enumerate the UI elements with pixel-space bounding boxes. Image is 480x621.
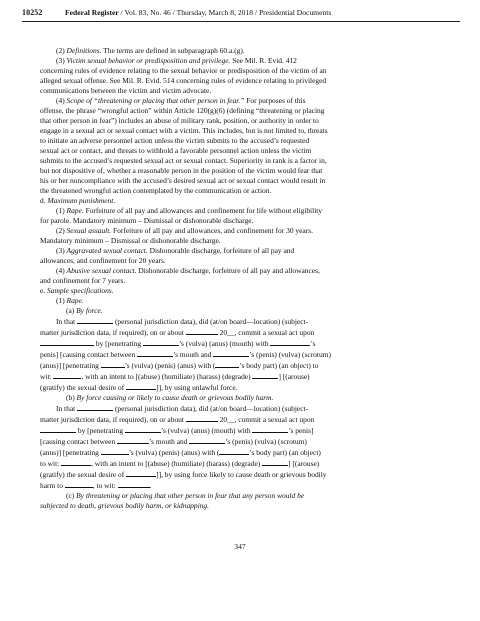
fill-in-blank [143, 338, 179, 346]
document-line: but not dispositive of, whether a reasonable person in the position of the victim would fear that [40, 166, 323, 175]
document-line: by [penetrating ’s (vulva) (anus) (mouth) with ’s penis] [40, 425, 444, 436]
document-line: matter jurisdiction data, if required), on or about 20__, commit a sexual act upon [40, 328, 315, 337]
document-line: (anus)] [penetrating ’s (vulva) (penis) (anus) with ( ’s body part) (an object) [40, 448, 321, 457]
document-line: that other person in fear”) includes an abuse of military rank, position, or authority in order to [40, 116, 319, 125]
document-line: (4) Scope of “threatening or placing that other person in fear.” For purposes of this [56, 96, 306, 105]
document-line: (4) Abusive sexual contact. Dishonorable discharge, forfeiture of all pay and allowances, [56, 266, 320, 275]
document-line: sexual act or contact, and threats to withhold a favorable personnel action unless the victim [40, 146, 312, 155]
document-line: matter jurisdiction data, if required), on or about 20__, commit a sexual act upon [40, 415, 315, 424]
fill-in-blank [252, 371, 278, 379]
document-line: concerning rules of evidence relating to the sexual behavior or predisposition of the victim of an [40, 66, 327, 75]
document-line: wit: , with an intent to [(abuse) (humiliate) (harass) (degrade) ] [(arouse) [40, 372, 310, 381]
document-line: (gratify) the sexual desire of ]], by using force likely to cause death or grievous bodily [40, 470, 327, 479]
fill-in-blank [101, 447, 129, 455]
header-rule [22, 21, 460, 22]
fill-in-blank [53, 371, 81, 379]
document-line: to wit: , with an intent to [(abuse) (humiliate) (harass) (degrade) ] [(arouse) [40, 459, 320, 468]
fill-in-blank [77, 403, 113, 411]
document-line: to initiate an adverse personnel action unless the victim submits to the accused’s requested [40, 136, 310, 145]
document-line: his or her noncompliance with the accused’s desired sexual act or sexual contact would result in [40, 176, 326, 185]
header-issue: / Vol. 83, No. 46 / Thursday, March 8, 2018 / Presidential Documents [118, 8, 332, 17]
fill-in-blank [213, 349, 249, 357]
document-line: (3) Aggravated sexual contact. Dishonorable discharge, forfeiture of all pay and [56, 246, 295, 255]
fill-in-blank [126, 382, 156, 390]
document-line: (anus)] [penetrating ’s (vulva) (penis) (anus) with ( ’s body part) (an object) to [40, 361, 319, 370]
document-line: Mandatory minimum – Dismissal or dishonorable discharge. [40, 236, 221, 245]
document-line: In that (personal jurisdiction data), did (at/on board—location) (subject- [56, 317, 309, 326]
document-line: harm to , to wit: . [40, 481, 152, 490]
document-line: alleged sexual offense. See Mil. R. Evid. 514 concerning rules of evidence relating to privileged [40, 76, 327, 85]
document-line: (2) Definitions. The terms are defined in subparagraph 60.a.(g). [56, 46, 245, 55]
fill-in-blank [40, 338, 94, 346]
header-page-number: 10252 [22, 8, 43, 17]
document-line: (1) Rape. Forfeiture of all pay and allowances and confinement for life without eligibility [56, 206, 323, 215]
fill-in-blank [125, 425, 161, 433]
header-publication: Federal Register [65, 8, 119, 17]
document-line: allowances, and confinement for 20 years. [40, 256, 166, 265]
document-line: communications between the victim and victim advocate. [40, 86, 212, 95]
document-line: offense, the phrase “wrongful action” within Article 120(g)(6) (defining “threatening or placing [40, 106, 325, 115]
document-line: d. Maximum punishment. [40, 196, 116, 205]
document-line: the threatened wrongful action contemplated by the communication or action. [40, 186, 272, 195]
fill-in-blank [118, 480, 150, 488]
document-line: In that (personal jurisdiction data), did (at/on board—location) (subject- [56, 404, 309, 413]
fill-in-blank [189, 436, 225, 444]
document-line: submits to the accused’s requested sexual act or sexual contact. Superiority in rank is a factor in, [40, 156, 327, 165]
document-line: for parole. Mandatory minimum – Dismissal or dishonorable discharge. [40, 216, 254, 225]
document-line: (2) Sexual assault. Forfeiture of all pay and allowances, and confinement for 30 years. [56, 226, 313, 235]
document-line: (gratify) the sexual desire of ]], by using unlawful force. [40, 383, 238, 392]
fill-in-blank [137, 349, 173, 357]
document-line: and confinement for 7 years. [40, 276, 126, 285]
page-footer-number: 347 [234, 542, 246, 551]
document-line: penis] [causing contact between ’s mouth and ’s (penis) (vulva) (scrotum) [40, 350, 331, 359]
page-header [22, 8, 460, 22]
document-line: (b) By force causing or likely to cause death or grievous bodily harm. [66, 393, 274, 402]
document-body [40, 46, 444, 511]
document-line: engage in a sexual act or sexual contact with a victim. This includes, but is not limited to, threats [40, 126, 328, 135]
document-line: (c) By threatening or placing that other person in fear that any person would be [66, 491, 305, 500]
fill-in-blank [186, 414, 218, 422]
header-running-title [65, 8, 331, 17]
fill-in-blank [65, 480, 93, 488]
fill-in-blank [117, 436, 149, 444]
document-line: e. Sample specifications. [40, 286, 114, 295]
fill-in-blank [126, 469, 156, 477]
fill-in-blank [186, 327, 218, 335]
document-line: (3) Victim sexual behavior or predisposition and privilege. See Mil. R. Evid. 412 [56, 56, 297, 65]
document-line: subjected to death, grievous bodily harm, or kidnapping. [40, 501, 209, 510]
fill-in-blank [215, 360, 239, 368]
fill-in-blank [61, 458, 91, 466]
fill-in-blank [101, 360, 125, 368]
fill-in-blank [262, 458, 288, 466]
fill-in-blank [270, 338, 310, 346]
fill-in-blank [252, 425, 288, 433]
fill-in-blank [77, 316, 113, 324]
fill-in-blank [40, 425, 76, 433]
document-line: (a) By force. [66, 306, 103, 315]
document-line: (1) Rape. [56, 296, 84, 305]
fill-in-blank [219, 447, 249, 455]
document-line: by [penetrating ’s (vulva) (anus) (mouth) with ’s [40, 338, 444, 349]
document-line: [causing contact between ’s mouth and ’s (penis) (vulva) (scrotum) [40, 437, 307, 446]
